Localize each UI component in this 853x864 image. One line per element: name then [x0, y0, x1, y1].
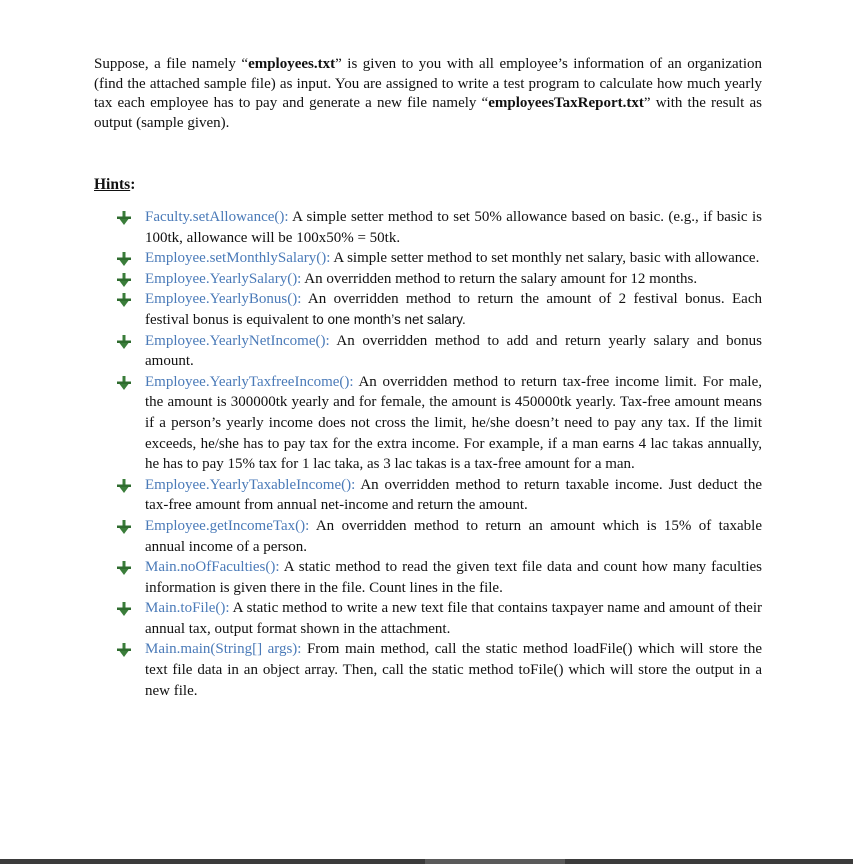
hint-method-name: Employee.YearlyTaxfreeIncome():	[145, 373, 354, 390]
hint-description: From main method, call the static method loadFile() which will store the text file data in an object array. Then, call the static method toFile() which will store the output in a new file.	[145, 641, 762, 699]
hint-item	[117, 289, 762, 330]
hints-list	[117, 207, 762, 701]
down-arrow-bullet-icon	[117, 273, 131, 287]
down-arrow-bullet-icon	[117, 293, 131, 307]
down-arrow-bullet-icon	[117, 252, 131, 266]
hint-description: An overridden method to return the amount of 2 festival bonus. Each festival bonus is equivalent	[145, 291, 762, 328]
hints-heading-text: Hints	[94, 176, 131, 193]
hint-description: An overridden method to return the salary amount for 12 months.	[301, 270, 698, 287]
hints-heading-colon: :	[130, 176, 136, 193]
hint-item	[117, 248, 762, 269]
hint-description: An overridden method to return an amount which is 15% of taxable annual income of a person.	[145, 517, 762, 555]
hint-description: An overridden method to return taxable income. Just deduct the tax-free amount from annual net-income and return the amount.	[145, 476, 762, 514]
hint-method-name: Employee.setMonthlySalary():	[145, 250, 331, 267]
hint-description: A simple setter method to set monthly net salary, basic with allowance.	[330, 250, 760, 267]
down-arrow-bullet-icon	[117, 602, 131, 616]
hint-item	[117, 516, 762, 557]
hint-item	[117, 269, 762, 290]
intro-text-2: ” is given to you with all employee’s information of an organization (find the attached sample file) as input. You are assigned to write a test program to calculate how much yearly tax each employee has to pay and generate a new file namely “	[94, 56, 762, 112]
intro-text-3: ” with the result as output (sample given).	[94, 95, 762, 131]
down-arrow-bullet-icon	[117, 335, 131, 349]
hint-method-name: Employee.YearlySalary():	[145, 270, 302, 287]
down-arrow-bullet-icon	[117, 561, 131, 575]
hint-description: An overridden method to return tax-free income limit. For male, the amount is 300000tk yearly and for female, the amount is 450000tk yearly. Tax-free amount means if a person’s yearly income does not cross the limit, he/she doesn’t need to pay any tax. If the limit exceeds, he/she has to pay tax for the extra income. For example, if a man earns 4 lac takas annually, he has to pay 15% tax for 1 lac taka, as 3 lac takas is a tax-free amount for a man.	[145, 373, 762, 473]
hint-item	[117, 372, 762, 475]
intro-paragraph	[94, 55, 762, 133]
hint-description: An overridden method to add and return yearly salary and bonus amount.	[145, 332, 762, 370]
input-filename: employees.txt	[248, 56, 336, 72]
hint-method-name: Main.toFile():	[145, 600, 230, 617]
intro-text-1: Suppose, a file namely “	[94, 56, 249, 72]
hints-heading	[94, 176, 135, 194]
hint-item	[117, 331, 762, 372]
hint-method-name: Employee.YearlyBonus():	[145, 291, 302, 308]
hint-description: A simple setter method to set 50% allowance based on basic. (e.g., if basic is 100tk, allowance will be 100x50% = 50tk.	[145, 209, 762, 246]
hint-item	[117, 598, 762, 639]
hint-method-name: Employee.getIncomeTax():	[145, 517, 310, 534]
down-arrow-bullet-icon	[117, 643, 131, 657]
hint-item	[117, 639, 762, 701]
hint-description-continued: to one month’s net salary.	[312, 311, 466, 327]
down-arrow-bullet-icon	[117, 479, 131, 493]
hint-item	[117, 207, 762, 248]
down-arrow-bullet-icon	[117, 211, 131, 225]
down-arrow-bullet-icon	[117, 520, 131, 534]
output-filename: employeesTaxReport.txt	[488, 95, 644, 112]
scrollbar-thumb[interactable]	[425, 859, 565, 864]
down-arrow-bullet-icon	[117, 376, 131, 390]
hint-description: A static method to write a new text file that contains taxpayer name and amount of their annual tax, output format shown in the attachment.	[145, 600, 762, 637]
hint-method-name: Main.main(String[] args):	[145, 641, 302, 658]
bottom-scrollbar[interactable]	[0, 859, 853, 864]
hint-method-name: Main.noOfFaculties():	[145, 559, 280, 576]
hint-item	[117, 475, 762, 516]
hint-method-name: Employee.YearlyTaxableIncome():	[145, 476, 356, 493]
hint-method-name: Faculty.setAllowance():	[145, 209, 289, 225]
hint-description: A static method to read the given text file data and count how many faculties information is given there in the file. Count lines in the file.	[145, 559, 762, 596]
hint-method-name: Employee.YearlyNetIncome():	[145, 332, 330, 349]
hint-item	[117, 557, 762, 598]
